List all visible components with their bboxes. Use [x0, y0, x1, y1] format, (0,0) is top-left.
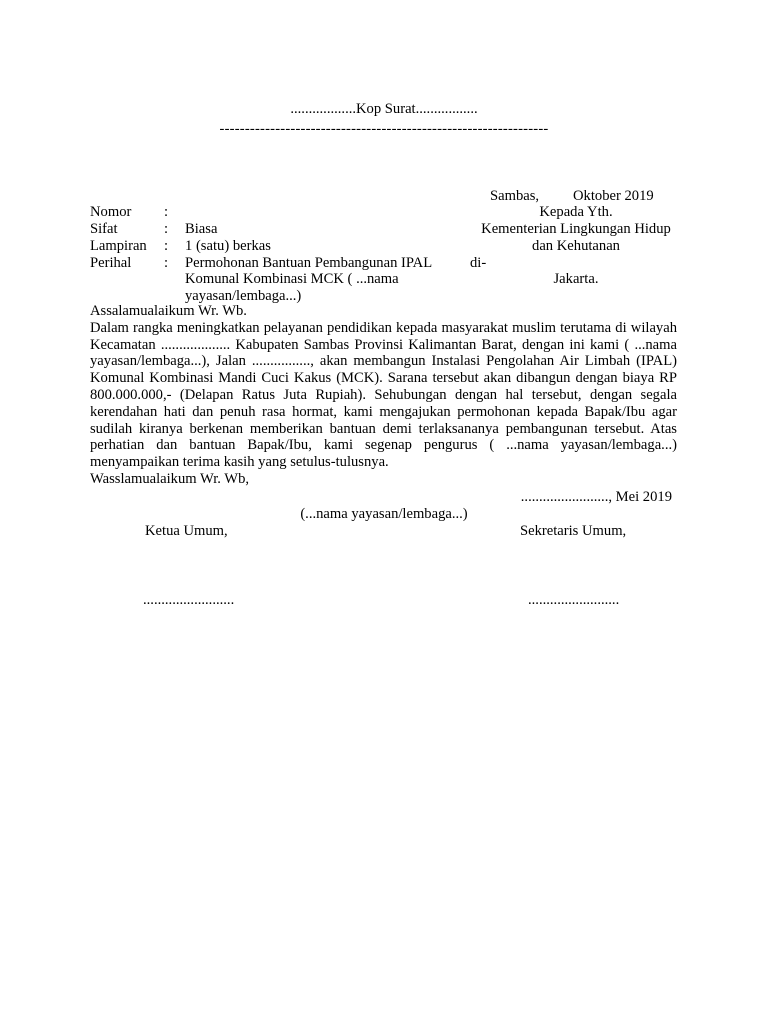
organization-name: (...nama yayasan/lembaga...): [300, 506, 468, 522]
closing: Wasslamualaikum Wr. Wb,: [90, 470, 250, 487]
letterhead-placeholder: ..................Kop Surat.................: [290, 101, 478, 117]
signer-role-chairman: Ketua Umum,: [145, 523, 228, 539]
meta-label-nomor: Nomor: [90, 204, 132, 220]
meta-value-lampiran: 1 (satu) berkas: [185, 238, 271, 254]
meta-colon: :: [164, 221, 169, 237]
recipient-line: Kepada Yth.: [539, 204, 613, 220]
meta-value-sifat: Biasa: [185, 221, 218, 237]
meta-value-perihal: Permohonan Bantuan Pembangunan IPAL: [185, 255, 433, 271]
signer-name-secretary: .........................: [528, 592, 620, 608]
meta-label-sifat: Sifat: [90, 221, 118, 237]
recipient-line: Kementerian Lingkungan Hidup: [481, 221, 671, 237]
body-paragraph: Dalam rangka meningkatkan pelayanan pendidikan kepada masyarakat muslim terutama di wilayah Kecamatan ................... Kabupaten Sambas Provinsi Kalimantan Barat, dengan ini kami ( ...nama yayasan/lembaga...), Jalan ................, akan membangun Instalasi Pengolahan Air Limbah (IPAL) Komunal Kombinasi Mandi Cuci Kakus (MCK). Sarana tersebut akan dibangun dengan biaya RP 800.000.000,- (Delapan Ratus Juta Rupiah). Sehubungan dengan hal tersebut, dengan segala kerendahan hati dan penuh rasa hormat, kami mengajukan permohonan kepada Bapak/Ibu agar sudilah kiranya berkenan memberikan bantuan demi terlaksananya pembangunan tersebut. Atas perhatian dan bantuan Bapak/Ibu, kami segenap pengurus ( ...nama yayasan/lembaga...) menyampaikan terima kasih yang setulus-tulusnya.: [90, 319, 677, 471]
recipient-line: di-: [470, 255, 487, 271]
signer-role-secretary: Sekretaris Umum,: [520, 523, 627, 539]
letter-body: [90, 303, 677, 488]
recipient-line: Jakarta.: [553, 271, 599, 287]
meta-label-perihal: Perihal: [90, 255, 132, 271]
recipient-line: dan Kehutanan: [532, 238, 620, 254]
meta-colon: :: [164, 238, 169, 254]
meta-value-perihal-cont: yayasan/lembaga...): [185, 288, 302, 304]
meta-colon: :: [164, 204, 169, 220]
letterhead-divider: -----------------------------------------------------------------: [219, 121, 549, 137]
letter-date: Oktober 2019: [573, 188, 654, 204]
meta-label-lampiran: Lampiran: [90, 238, 147, 254]
meta-colon: :: [164, 255, 169, 271]
letter-place: Sambas,: [490, 188, 540, 204]
signer-name-chairman: .........................: [143, 592, 235, 608]
signature-date: ........................, Mei 2019: [520, 489, 672, 505]
meta-value-perihal-cont: Komunal Kombinasi MCK ( ...nama: [185, 271, 399, 287]
greeting: Assalamualaikum Wr. Wb.: [90, 303, 247, 319]
